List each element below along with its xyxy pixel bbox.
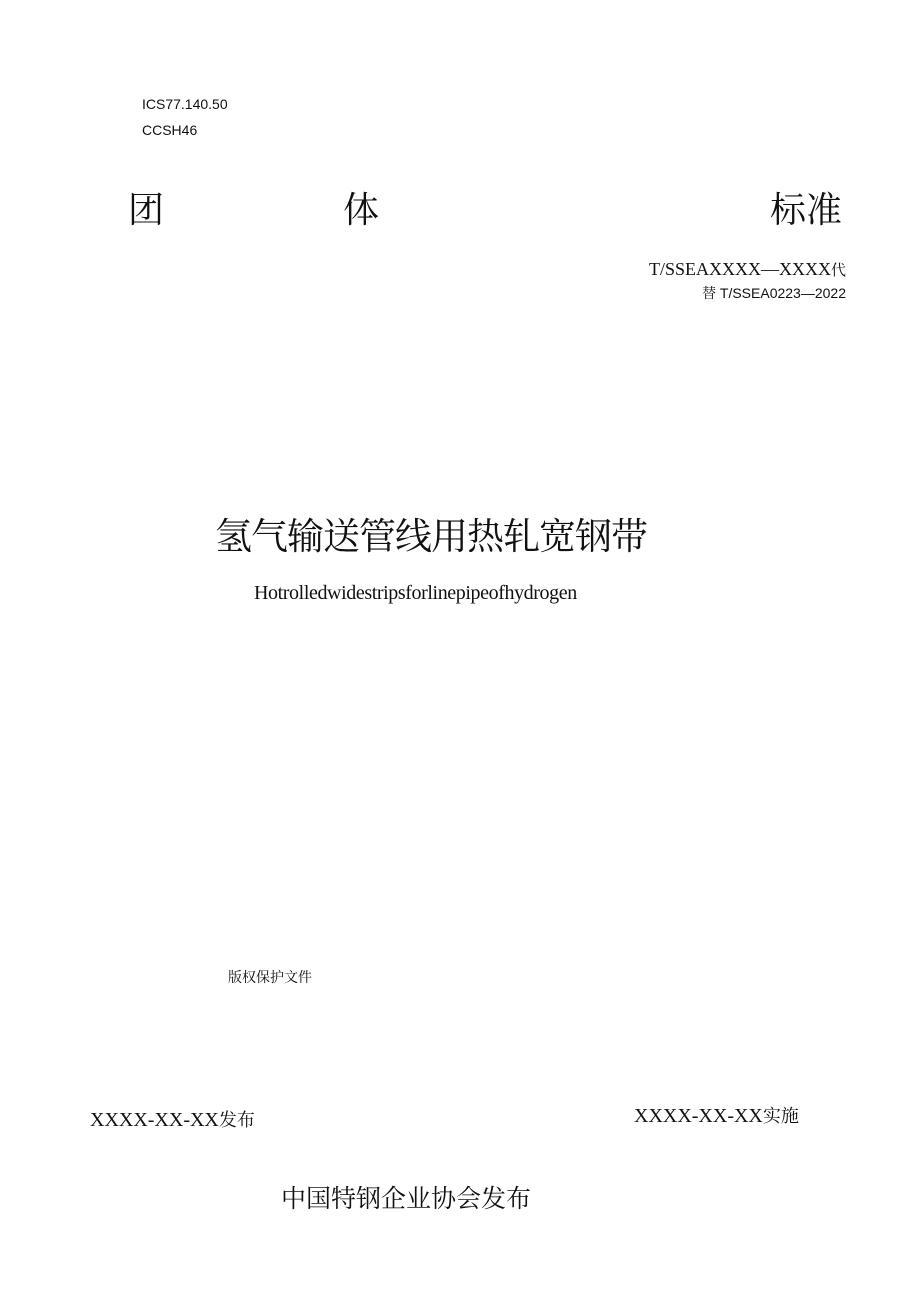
implement-label: 实施 (762, 1106, 799, 1127)
replaced-standard-line (702, 284, 846, 303)
copyright-notice: 版权保护文件 (228, 970, 312, 986)
publish-date: XXXX-XX-XX (90, 1109, 219, 1131)
publisher: 中国特钢企业协会发布 (281, 1184, 532, 1213)
standard-number: T/SSEAXXXX—XXXX (648, 259, 831, 279)
category-char-ti: 体 (343, 190, 380, 231)
ics-code: ICS77.140.50 (142, 96, 228, 112)
replaced-standard-number: T/SSEA0223—2022 (719, 285, 846, 301)
publish-label: 发布 (218, 1110, 255, 1131)
title-english: Hotrolledwidestripsforlinepipeofhydrogen (254, 582, 577, 604)
publish-date-line (90, 1108, 255, 1133)
title-chinese: 氢气输送管线用热轧宽钢带 (215, 515, 647, 558)
standard-number-line (649, 258, 846, 281)
ccs-code: CCSH46 (142, 122, 198, 138)
replace-prefix-ti: 替 (702, 286, 717, 302)
implement-date: XXXX-XX-XX (634, 1105, 763, 1127)
category-char-biaozhun: 标准 (770, 190, 843, 231)
category-char-tuan: 团 (128, 190, 165, 231)
implement-date-line (634, 1104, 799, 1129)
replace-prefix-dai: 代 (830, 261, 846, 279)
